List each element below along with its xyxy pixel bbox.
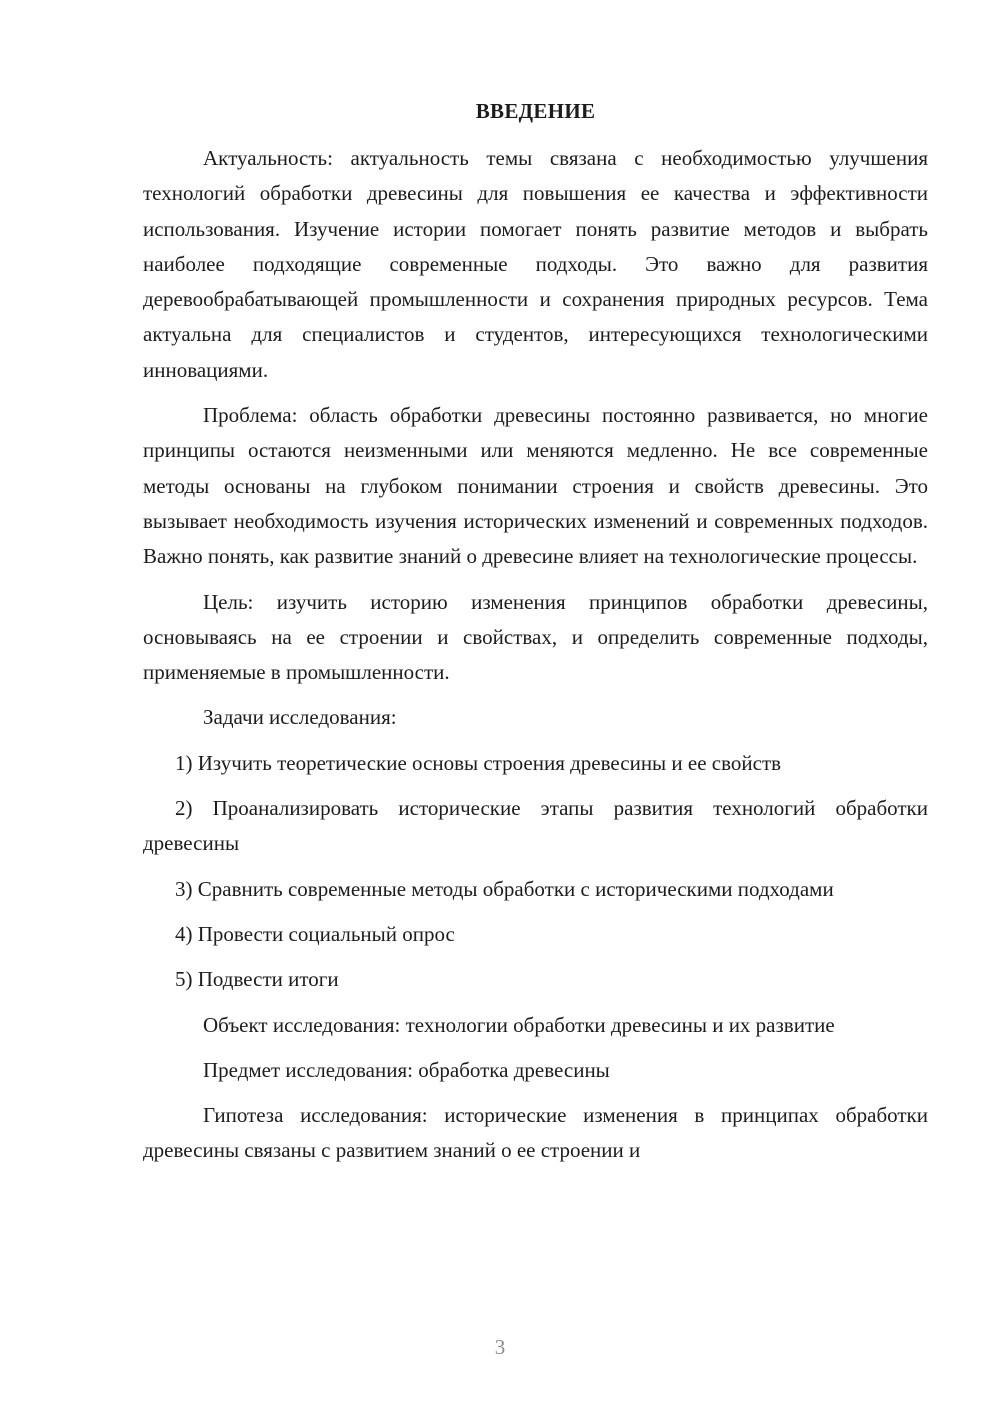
task-item-1: 1) Изучить теоретические основы строения древесины и ее свойств xyxy=(175,750,782,775)
problem-paragraph: Проблема: область обработки древесины постоянно развивается, но многие принципы остаются неизменными или меняются медленно. Не все современные методы основаны на глубоком понимании строения и свойств древесины. Это вызывает необходимость изучения исторических изменений и современных подходов. Важно понять, как развитие знаний о древесине влияет на технологические процессы. xyxy=(143,403,928,569)
subject-paragraph: Предмет исследования: обработка древесины xyxy=(203,1057,610,1082)
page-number: 3 xyxy=(494,1335,506,1359)
hypothesis-paragraph: Гипотеза исследования: исторические изменения в принципах обработки древесины связаны с развитием знаний о ее строении и xyxy=(143,1103,928,1163)
task-item-4: 4) Провести социальный опрос xyxy=(175,921,455,946)
document-page xyxy=(143,94,928,1169)
task-item-2: 2) Проанализировать исторические этапы развития технологий обработки древесины xyxy=(143,796,928,856)
task-item-5: 5) Подвести итоги xyxy=(175,967,339,992)
task-item-3: 3) Сравнить современные методы обработки с историческими подходами xyxy=(175,876,834,901)
object-paragraph: Объект исследования: технологии обработки древесины и их развитие xyxy=(203,1012,835,1037)
section-title: ВВЕДЕНИЕ xyxy=(475,99,596,123)
goal-paragraph: Цель: изучить историю изменения принципов обработки древесины, основываясь на ее строении и свойствах, и определить современные подходы, применяемые в промышленности. xyxy=(143,589,928,685)
tasks-heading: Задачи исследования: xyxy=(203,705,397,730)
relevance-paragraph: Актуальность: актуальность темы связана с необходимостью улучшения технологий обработки древесины для повышения ее качества и эффективности использования. Изучение истории помогает понять развитие методов и выбрать наиболее подходящие современные подходы. Это важно для развития деревообрабатывающей промышленности и сохранения природных ресурсов. Тема актуальна для специалистов и студентов, интересующихся технологическими инновациями. xyxy=(143,146,928,382)
